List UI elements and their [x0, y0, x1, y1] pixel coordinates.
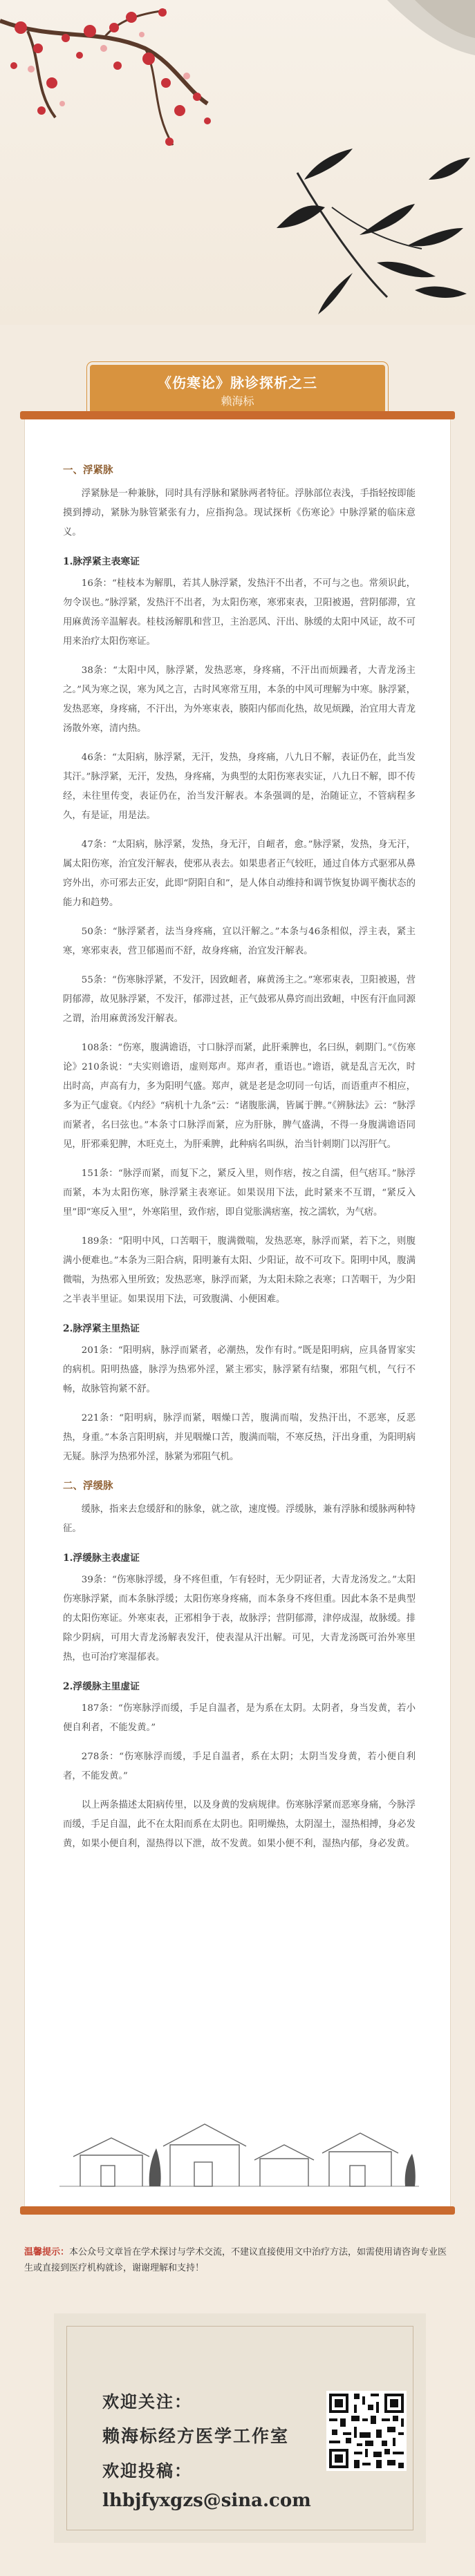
subsection-heading: 1.浮缓脉主表虚证	[63, 1553, 140, 1564]
paragraph: 16条：“桂枝本为解肌，若其人脉浮紧，发热汗不出者，不可与之也。常须识此，勿令误也。”脉浮紧，发热汗不出者，为太阳伤寒，寒邪束表，卫阳被遏，营阴郁滞，宜用麻黄汤辛温解表。桂枝汤解肌和营卫，主治恶风、汗出、脉缓的太阳中风证，故不可用来治疗太阳伤寒证。	[63, 578, 416, 647]
contact-email[interactable]: lhbjfyxgzs@sina.com	[102, 2490, 311, 2511]
section-heading: 二、浮缓脉	[63, 1480, 113, 1492]
notice-label: 温馨提示：	[24, 2247, 70, 2257]
paragraph: 278条：“伤寒脉浮而缓，手足自温者，系在太阴；太阴当发身黄，若小便自利者，不能发黄。”	[63, 1752, 416, 1781]
submission-label: 欢迎投稿：	[102, 2461, 192, 2481]
paragraph: 221条：“阳明病，脉浮而紧，咽燥口苦，腹满而喘，发热汗出，不恶寒，反恶热，身重。”本条言阳明病，并见咽燥口苦，腹满而喘，不寒反热，汗出身重，为阳明病无疑。脉浮为热邪外淫，脉紧为邪阻气机。	[63, 1413, 416, 1462]
qr-code[interactable]	[326, 2391, 407, 2471]
disclaimer-notice	[24, 2244, 453, 2276]
article-card	[24, 415, 451, 2211]
paragraph: 108条：“伤寒，腹满谵语，寸口脉浮而紧，此肝乘脾也，名曰纵，刺期门。”《伤寒论》210条说：“夫实则谵语，虚则郑声。郑声者，重语也。”谵语，就是乱言无次，时出时高，声高有力，多为阳明气盛。郑声，就是老是念叨同一句话，而语重声不相应，多为正气虚衰。《内经》“病机十九条”云：“诸腹胀满，皆属于脾。”《辨脉法》云：“脉浮而紧者，名曰弦也。”本条寸口脉浮而紧，应为肝脉，脾气盛满，不得一身腹满谵语同见，肝邪乘犯脾，木旺克土，为肝乘脾，此种病名叫纵，治当针刺期门以泻肝气。	[63, 1043, 416, 1150]
card-bottom-edge	[20, 2206, 455, 2215]
paragraph: 浮紧脉是一种兼脉，同时具有浮脉和紧脉两者特征。浮脉部位表浅，手指轻按即能摸到搏动，紧脉为脉管紧张有力，应指拘急。现试探析《伤寒论》中脉浮紧的临床意义。	[63, 489, 416, 538]
paragraph: 46条：“太阳病，脉浮紧，无汗，发热，身疼痛，八九日不解，表证仍在，此当发其汗。”脉浮紧，无汗，发热，身疼痛，为典型的太阳伤寒表实证，八九日不解，即不传经，未往里传变，表证仍在，治当发汗解表。本条强调的是，治随证立，不管病程多久，有是证，用是法。	[63, 752, 416, 821]
paragraph: 以上两条描述太阳病传里，以及身黄的发病规律。伤寒脉浮紧而恶寒身痛，今脉浮而缓，手足自温，此不在太阳而系在太阴也。阳明燥热，太阴湿土，湿热相搏，身必发黄，如果小便自利，湿热得以下泄，故不发黄。如果小便不利，湿热内郁，身必发黄。	[63, 1800, 416, 1849]
subsection-heading: 2.脉浮紧主里热证	[63, 1323, 140, 1334]
plum-blossom-painting	[0, 0, 475, 325]
paragraph: 50条：“脉浮紧者，法当身疼痛，宜以汗解之。”本条与46条相似，浮主表，紧主寒，寒邪束表，营卫郁遏而不舒，故身疼痛，治宜发汗解表。	[63, 927, 416, 956]
paragraph: 201条：“阳明病，脉浮而紧者，必潮热，发作有时。”既是阳明病，应具备胃家实的病机。阳明热盛，脉浮为热邪外淫，紧主邪实，脉浮紧有结聚，邪阻气机，气行不畅，故脉管拘紧不舒。	[63, 1345, 416, 1394]
paragraph: 189条：“阳明中风，口苦咽干，腹满微喘，发热恶寒，脉浮而紧，若下之，则腹满小便难也。”本条为三阳合病，阳明兼有太阳、少阳证，故不可攻下。阳明中风，腹满微喘，为热邪入里所致；发热恶寒，脉浮而紧，为太阳未除之表寒；口苦咽干，为少阳之半表半里证。如果误用下法，可致腹满、小便困难。	[63, 1236, 416, 1305]
article-author: 赖海标	[221, 395, 254, 408]
paragraph: 151条：“脉浮而紧，而复下之，紧反入里，则作痞，按之自濡，但气痞耳。”脉浮而紧，本为太阳伤寒，脉浮紧主表寒证。如果误用下法，此时紧来不互谓，“紧反入里”即“寒反入里”，外寒陷里，致作痞，即自觉胀满痞塞，按之濡软，为气痞。	[63, 1168, 416, 1218]
article-title: 《伤寒论》脉诊探析之三	[158, 375, 317, 391]
paragraph: 缓脉，指来去怠缓舒和的脉象，就之欲，速度慢。浮缓脉，兼有浮脉和缓脉两种特征。	[63, 1504, 416, 1534]
village-illustration	[59, 2107, 419, 2190]
title-ribbon	[90, 365, 385, 413]
paragraph: 38条：“太阳中风，脉浮紧，发热恶寒，身疼痛，不汗出而烦躁者，大青龙汤主之。”风为寒之误，寒为风之言，古时风寒常互用，本条的中风可理解为中寒。脉浮紧，发热恶寒，身疼痛，不汗出，为外寒束表，腠阳内郁而化热，故见烦躁，治宜用大青龙汤散外寒，清内热。	[63, 665, 416, 734]
studio-name: 赖海标经方医学工作室	[102, 2426, 290, 2446]
paragraph: 187条：“伤寒脉浮而缓，手足自温者，是为系在太阴。太阴者，身当发黄，若小便自利者，不能发黄。”	[63, 1703, 416, 1733]
header-painting	[0, 0, 475, 325]
card-top-edge	[20, 411, 455, 419]
footer-box	[54, 2313, 426, 2543]
subsection-heading: 1.脉浮紧主表寒证	[63, 556, 140, 567]
paragraph: 47条：“太阳病，脉浮紧，发热，身无汗，自衄者，愈。”脉浮紧，发热，身无汗，属太阳伤寒，治宜发汗解表，使邪从表去。如果患者正气较旺，通过自体方式驱邪从鼻窍外出，亦可邪去正安，此即“阴阳自和”，是人体自动维持和调节恢复协调平衡状态的能力和趋势。	[63, 840, 416, 908]
paragraph: 39条：“伤寒脉浮缓，身不疼但重，乍有轻时，无少阴证者，大青龙汤发之。”太阳伤寒脉浮紧，而本条脉浮缓；太阳伤寒身疼痛，而本条身不疼但重。因此本条不是典型的太阳伤寒证。外寒束表，正邪相争于表，故脉浮；营阴郁滞，津停成湿，故脉缓。排除少阴病，可用大青龙汤解表发汗，使表湿从汗出解。可见，大青龙汤既可治外寒里热，也可治疗寒湿郁表。	[63, 1575, 416, 1663]
notice-text: 本公众号文章旨在学术探讨与学术交流，不建议直接使用文中治疗方法，如需使用请咨询专业医生或直接到医疗机构就诊，谢谢理解和支持！	[24, 2247, 447, 2273]
subsection-heading: 2.浮缓脉主里虚证	[63, 1681, 140, 1692]
article-body	[63, 455, 416, 1864]
follow-label: 欢迎关注：	[102, 2392, 192, 2412]
paragraph: 55条：“伤寒脉浮紧，不发汗，因致衄者，麻黄汤主之。”寒邪束表，卫阳被遏，营阴郁滞，故见脉浮紧，不发汗，郁滞过甚，正气鼓邪从鼻窍而出致衄，中医有汗血同源之谓，治用麻黄汤发汗解表。	[63, 975, 416, 1024]
section-heading: 一、浮紧脉	[63, 464, 113, 476]
